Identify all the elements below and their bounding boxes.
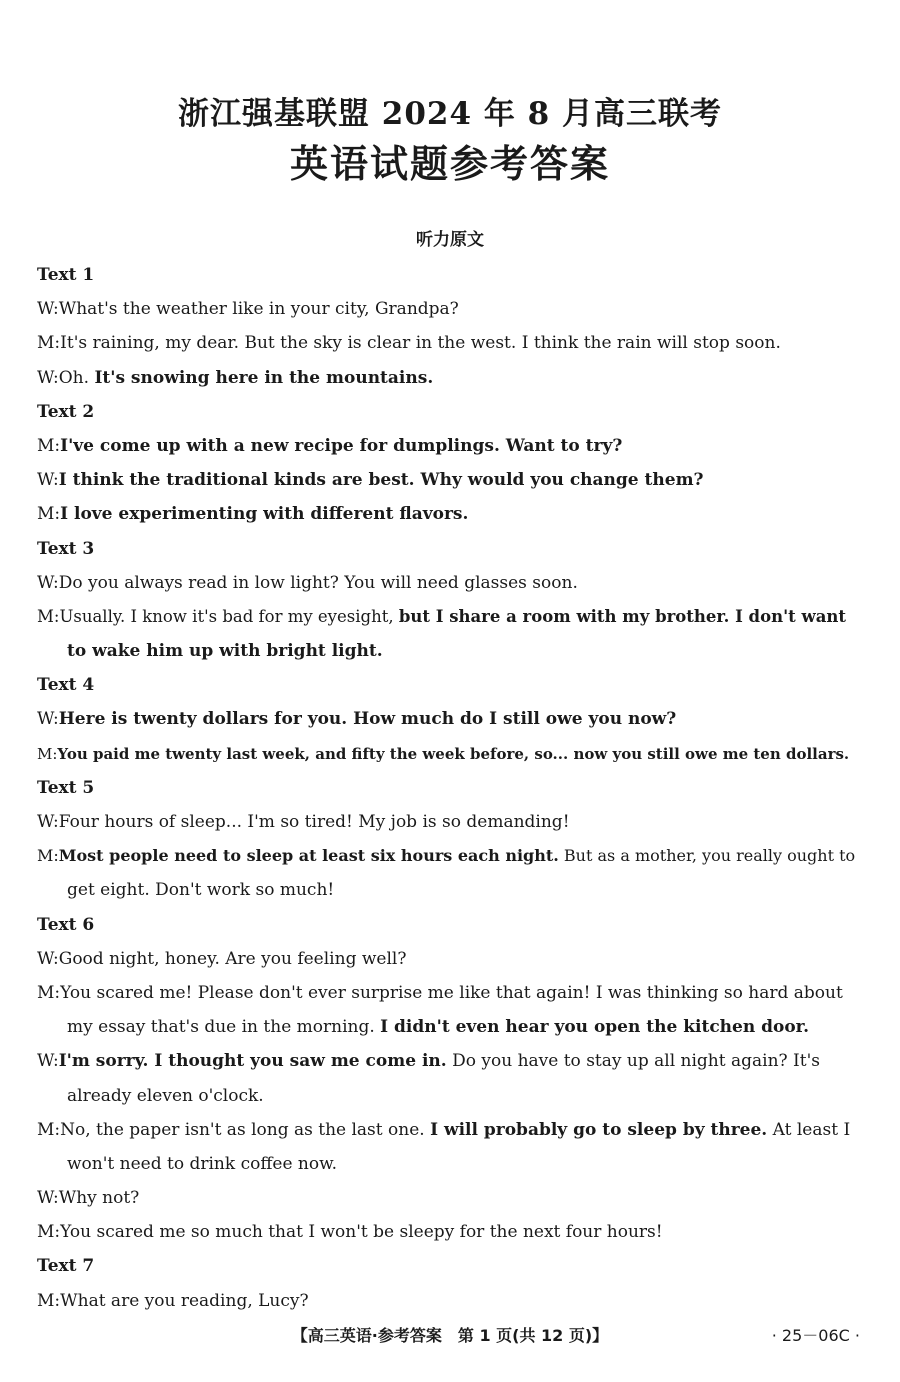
- dialogue-text: But as a mother, you really ought to: [558, 846, 856, 866]
- dialogue-line: [37, 429, 865, 463]
- speaker-label: W:: [37, 1188, 59, 1209]
- answer-highlight: but I share a room with my brother. I don't want: [398, 606, 847, 626]
- answer-highlight: I think the traditional kinds are best. Why would you change them?: [58, 470, 704, 491]
- answer-highlight: to wake him up with bright light.: [67, 641, 383, 662]
- dialogue-text: What are you reading, Lucy?: [60, 1290, 309, 1311]
- answer-highlight: I love experimenting with different flavors.: [60, 504, 469, 525]
- answer-highlight: I'm sorry. I thought you saw me come in.: [58, 1051, 447, 1072]
- answer-highlight: It's snowing here in the mountains.: [94, 367, 434, 388]
- text-heading: Text 5: [37, 777, 95, 798]
- dialogue-text: Oh.: [58, 367, 95, 388]
- text-heading: Text 3: [37, 538, 95, 559]
- answer-highlight: I will probably go to sleep by three.: [430, 1119, 768, 1140]
- speaker-label: W:: [37, 470, 59, 491]
- dialogue-text: No, the paper isn't as long as the last one.: [60, 1119, 431, 1140]
- dialogue-line: [37, 702, 865, 736]
- dialogue-text: You scared me! Please don't ever surprise me like that again! I was thinking so hard about: [60, 982, 843, 1003]
- dialogue-text: Do you always read in low light? You will need glasses soon.: [58, 572, 578, 593]
- dialogue-continuation: [37, 873, 865, 907]
- dialogue-line: [37, 737, 865, 771]
- dialogue-line: [37, 839, 865, 873]
- section-title: 听力原文: [416, 230, 484, 250]
- dialogue-text: What's the weather like in your city, Grandpa?: [58, 299, 459, 320]
- text-heading: Text 2: [37, 401, 95, 422]
- dialogue-line: [37, 942, 865, 976]
- document-subtitle: 英语试题参考答案: [289, 141, 610, 186]
- speaker-label: M:: [37, 982, 61, 1003]
- speaker-label: W:: [37, 572, 59, 593]
- document-title: 浙江强基联盟 2024 年 8 月高三联考: [177, 96, 723, 132]
- text-heading: Text 1: [37, 265, 95, 285]
- answer-highlight: You paid me twenty last week, and fifty the week before, so... now you still owe me ten dollars.: [57, 744, 850, 763]
- speaker-label: W:: [37, 812, 59, 832]
- speaker-label: M:: [37, 1119, 61, 1140]
- speaker-label: W:: [37, 709, 59, 730]
- text-heading: Text 6: [37, 914, 95, 935]
- answer-highlight: I didn't even hear you open the kitchen door.: [380, 1017, 809, 1038]
- dialogue-text: get eight. Don't work so much!: [67, 880, 335, 901]
- dialogue-line: [37, 463, 865, 497]
- speaker-label: M:: [37, 744, 58, 763]
- speaker-label: M:: [37, 435, 61, 456]
- page-footer: [0, 1322, 900, 1350]
- text-heading: Text 7: [37, 1256, 95, 1277]
- dialogue-text: Good night, honey. Are you feeling well?: [58, 948, 407, 969]
- dialogue-line: [37, 805, 865, 839]
- dialogue-continuation: [37, 1147, 865, 1181]
- answer-highlight: Most people need to sleep at least six hours each night.: [58, 846, 559, 866]
- dialogue-text: Usually. I know it's bad for my eyesight,: [59, 606, 399, 626]
- dialogue-text: Four hours of sleep... I'm so tired! My job is so demanding!: [58, 812, 570, 832]
- answer-highlight: I've come up with a new recipe for dumplings. Want to try?: [60, 435, 623, 456]
- dialogue-text: my essay that's due in the morning.: [67, 1017, 381, 1038]
- footer-page-info: 【高三英语·参考答案 第 1 页(共 12 页)】: [291, 1326, 609, 1345]
- dialogue-line: [37, 566, 865, 600]
- text-heading: Text 4: [37, 675, 95, 696]
- dialogue-line: [37, 326, 865, 360]
- dialogue-line: [37, 361, 865, 395]
- speaker-label: M:: [37, 846, 59, 866]
- dialogue-continuation: [37, 1010, 865, 1044]
- dialogue-line: [37, 1181, 865, 1215]
- dialogue-continuation: [37, 1079, 865, 1113]
- dialogue-text: won't need to drink coffee now.: [67, 1153, 338, 1174]
- speaker-label: M:: [37, 606, 60, 626]
- speaker-label: M:: [37, 333, 61, 354]
- speaker-label: W:: [37, 367, 59, 388]
- dialogue-text: Why not?: [58, 1188, 140, 1209]
- dialogue-continuation: [37, 634, 865, 668]
- dialogue-line: [37, 1284, 865, 1318]
- dialogue-line: [37, 600, 865, 634]
- speaker-label: W:: [37, 299, 59, 320]
- dialogue-line: [37, 1044, 865, 1078]
- dialogue-text: You scared me so much that I won't be sleepy for the next four hours!: [60, 1222, 663, 1243]
- speaker-label: M:: [37, 1222, 61, 1243]
- dialogue-line: [37, 292, 865, 326]
- dialogue-text: already eleven o'clock.: [67, 1085, 264, 1106]
- answer-highlight: Here is twenty dollars for you. How much do I still owe you now?: [58, 709, 677, 730]
- dialogue-line: [37, 497, 865, 531]
- dialogue-text: Do you have to stay up all night again? It's: [446, 1051, 820, 1072]
- dialogue-line: [37, 1113, 865, 1147]
- speaker-label: W:: [37, 1051, 59, 1072]
- dialogue-text: At least I: [767, 1119, 851, 1140]
- dialogue-line: [37, 976, 865, 1010]
- speaker-label: M:: [37, 504, 61, 525]
- transcript-body: [37, 258, 865, 1318]
- dialogue-text: It's raining, my dear. But the sky is clear in the west. I think the rain will stop soon.: [60, 333, 781, 354]
- speaker-label: W:: [37, 948, 59, 969]
- dialogue-line: [37, 1215, 865, 1249]
- footer-code: · 25－06C ·: [771, 1326, 860, 1345]
- speaker-label: M:: [37, 1290, 61, 1311]
